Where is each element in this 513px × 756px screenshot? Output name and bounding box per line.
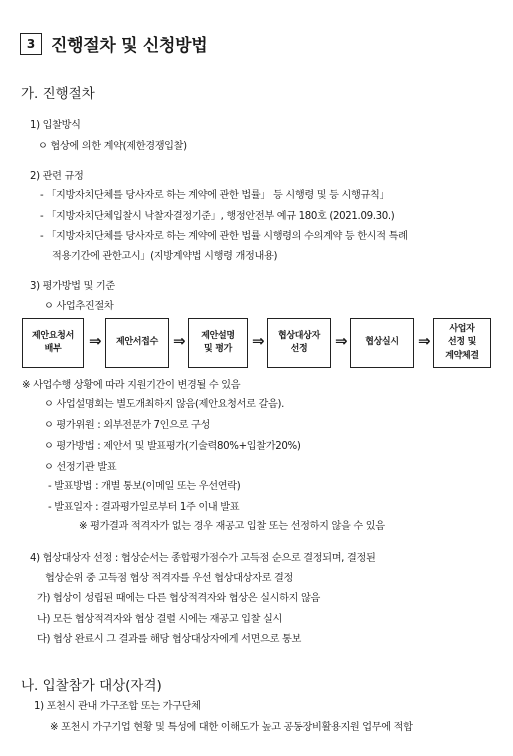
flow-arrow: ⇒ <box>89 332 102 350</box>
s3-sub: ㅇ 사업추진절차 <box>44 301 114 312</box>
s4-item: 가) 협상이 성립된 때에는 다른 협상적격자와 협상은 실시하지 않음 <box>37 593 320 604</box>
page-title: 진행절차 및 신청방법 <box>51 36 208 56</box>
section-ga-title: 가. 진행절차 <box>21 86 95 102</box>
s4-line2: 협상순위 중 고득점 협상 적격자를 우선 협상대상자로 결정 <box>45 573 294 584</box>
s2-item: - 「지방자치단체입찰시 낙찰자결정기준」, 행정안전부 예규 180호 (2021.09.30.) <box>40 211 395 222</box>
s1-item: ㅇ 협상에 의한 계약(제한경쟁입찰) <box>38 141 187 152</box>
flow-step-eval: 제안설명 및 평가 <box>188 318 248 368</box>
note-item: ㅇ 사업설명회는 별도개최하지 않음(제안요청서로 갈음). <box>44 399 284 410</box>
s2-item: - 「지방자치단체를 당사자로 하는 계약에 관한 법률 시행령의 수의계약 등 한시적 특례 <box>40 231 408 242</box>
s1-title: 1) 입찰방식 <box>30 120 81 131</box>
flow-step-receipt: 제안서접수 <box>105 318 169 368</box>
schedule-note: ※ 사업수행 상황에 따라 지원기간이 변경될 수 있음 <box>22 380 241 391</box>
flow-arrow: ⇒ <box>252 332 265 350</box>
section-number-badge <box>20 33 42 55</box>
s4-item: 나) 모든 협상적격자와 협상 결렬 시에는 재공고 입찰 실시 <box>37 614 283 625</box>
note-dash: - 발표방법 : 개별 통보(이메일 또는 우선연락) <box>48 481 241 492</box>
s2-title: 2) 관련 규정 <box>30 171 84 182</box>
na-item: 1) 포천시 관내 가구조합 또는 가구단체 <box>34 701 201 712</box>
note-item: ㅇ 평가위원 : 외부전문가 7인으로 구성 <box>44 420 211 431</box>
flow-arrow: ⇒ <box>173 332 186 350</box>
section-na-title: 나. 입찰참가 대상(자격) <box>21 678 162 694</box>
s2-item: - 「지방자치단체를 당사자로 하는 계약에 관한 법률」 등 시행령 및 등 시행규칙」 <box>40 190 390 201</box>
s4-item: 다) 협상 완료시 그 결과를 해당 협상대상자에게 서면으로 통보 <box>37 634 302 645</box>
s3-title: 3) 평가방법 및 기준 <box>30 281 115 292</box>
flow-step-contract: 사업자 선정 및 계약체결 <box>433 318 491 368</box>
s2-item: 적용기간에 관한고시」(지방계약법 시행령 개정내용) <box>52 251 278 262</box>
flow-step-select: 협상대상자 선정 <box>267 318 331 368</box>
note-sub: ※ 평가결과 적격자가 없는 경우 재공고 입찰 또는 선정하지 않을 수 있음 <box>79 521 385 532</box>
note-item: ㅇ 선정기관 발표 <box>44 462 117 473</box>
note-item: ㅇ 평가방법 : 제안서 및 발표평가(기술력80%+입찰가20%) <box>44 441 301 452</box>
na-note: ※ 포천시 가구기업 현황 및 특성에 대한 이해도가 높고 공동장비활용지원 업무에 적합 <box>50 722 413 733</box>
flow-arrow: ⇒ <box>418 332 431 350</box>
section-number: 3 <box>26 37 36 51</box>
flow-step-rfp: 제안요청서 배부 <box>22 318 84 368</box>
flow-step-negotiate: 협상실시 <box>350 318 414 368</box>
s4-line1: 4) 협상대상자 선정 : 협상순서는 종합평가점수가 고득점 순으로 결정되며, 결정된 <box>30 553 376 564</box>
note-dash: - 발표일자 : 결과평가일로부터 1주 이내 발표 <box>48 502 240 513</box>
flow-arrow: ⇒ <box>335 332 348 350</box>
